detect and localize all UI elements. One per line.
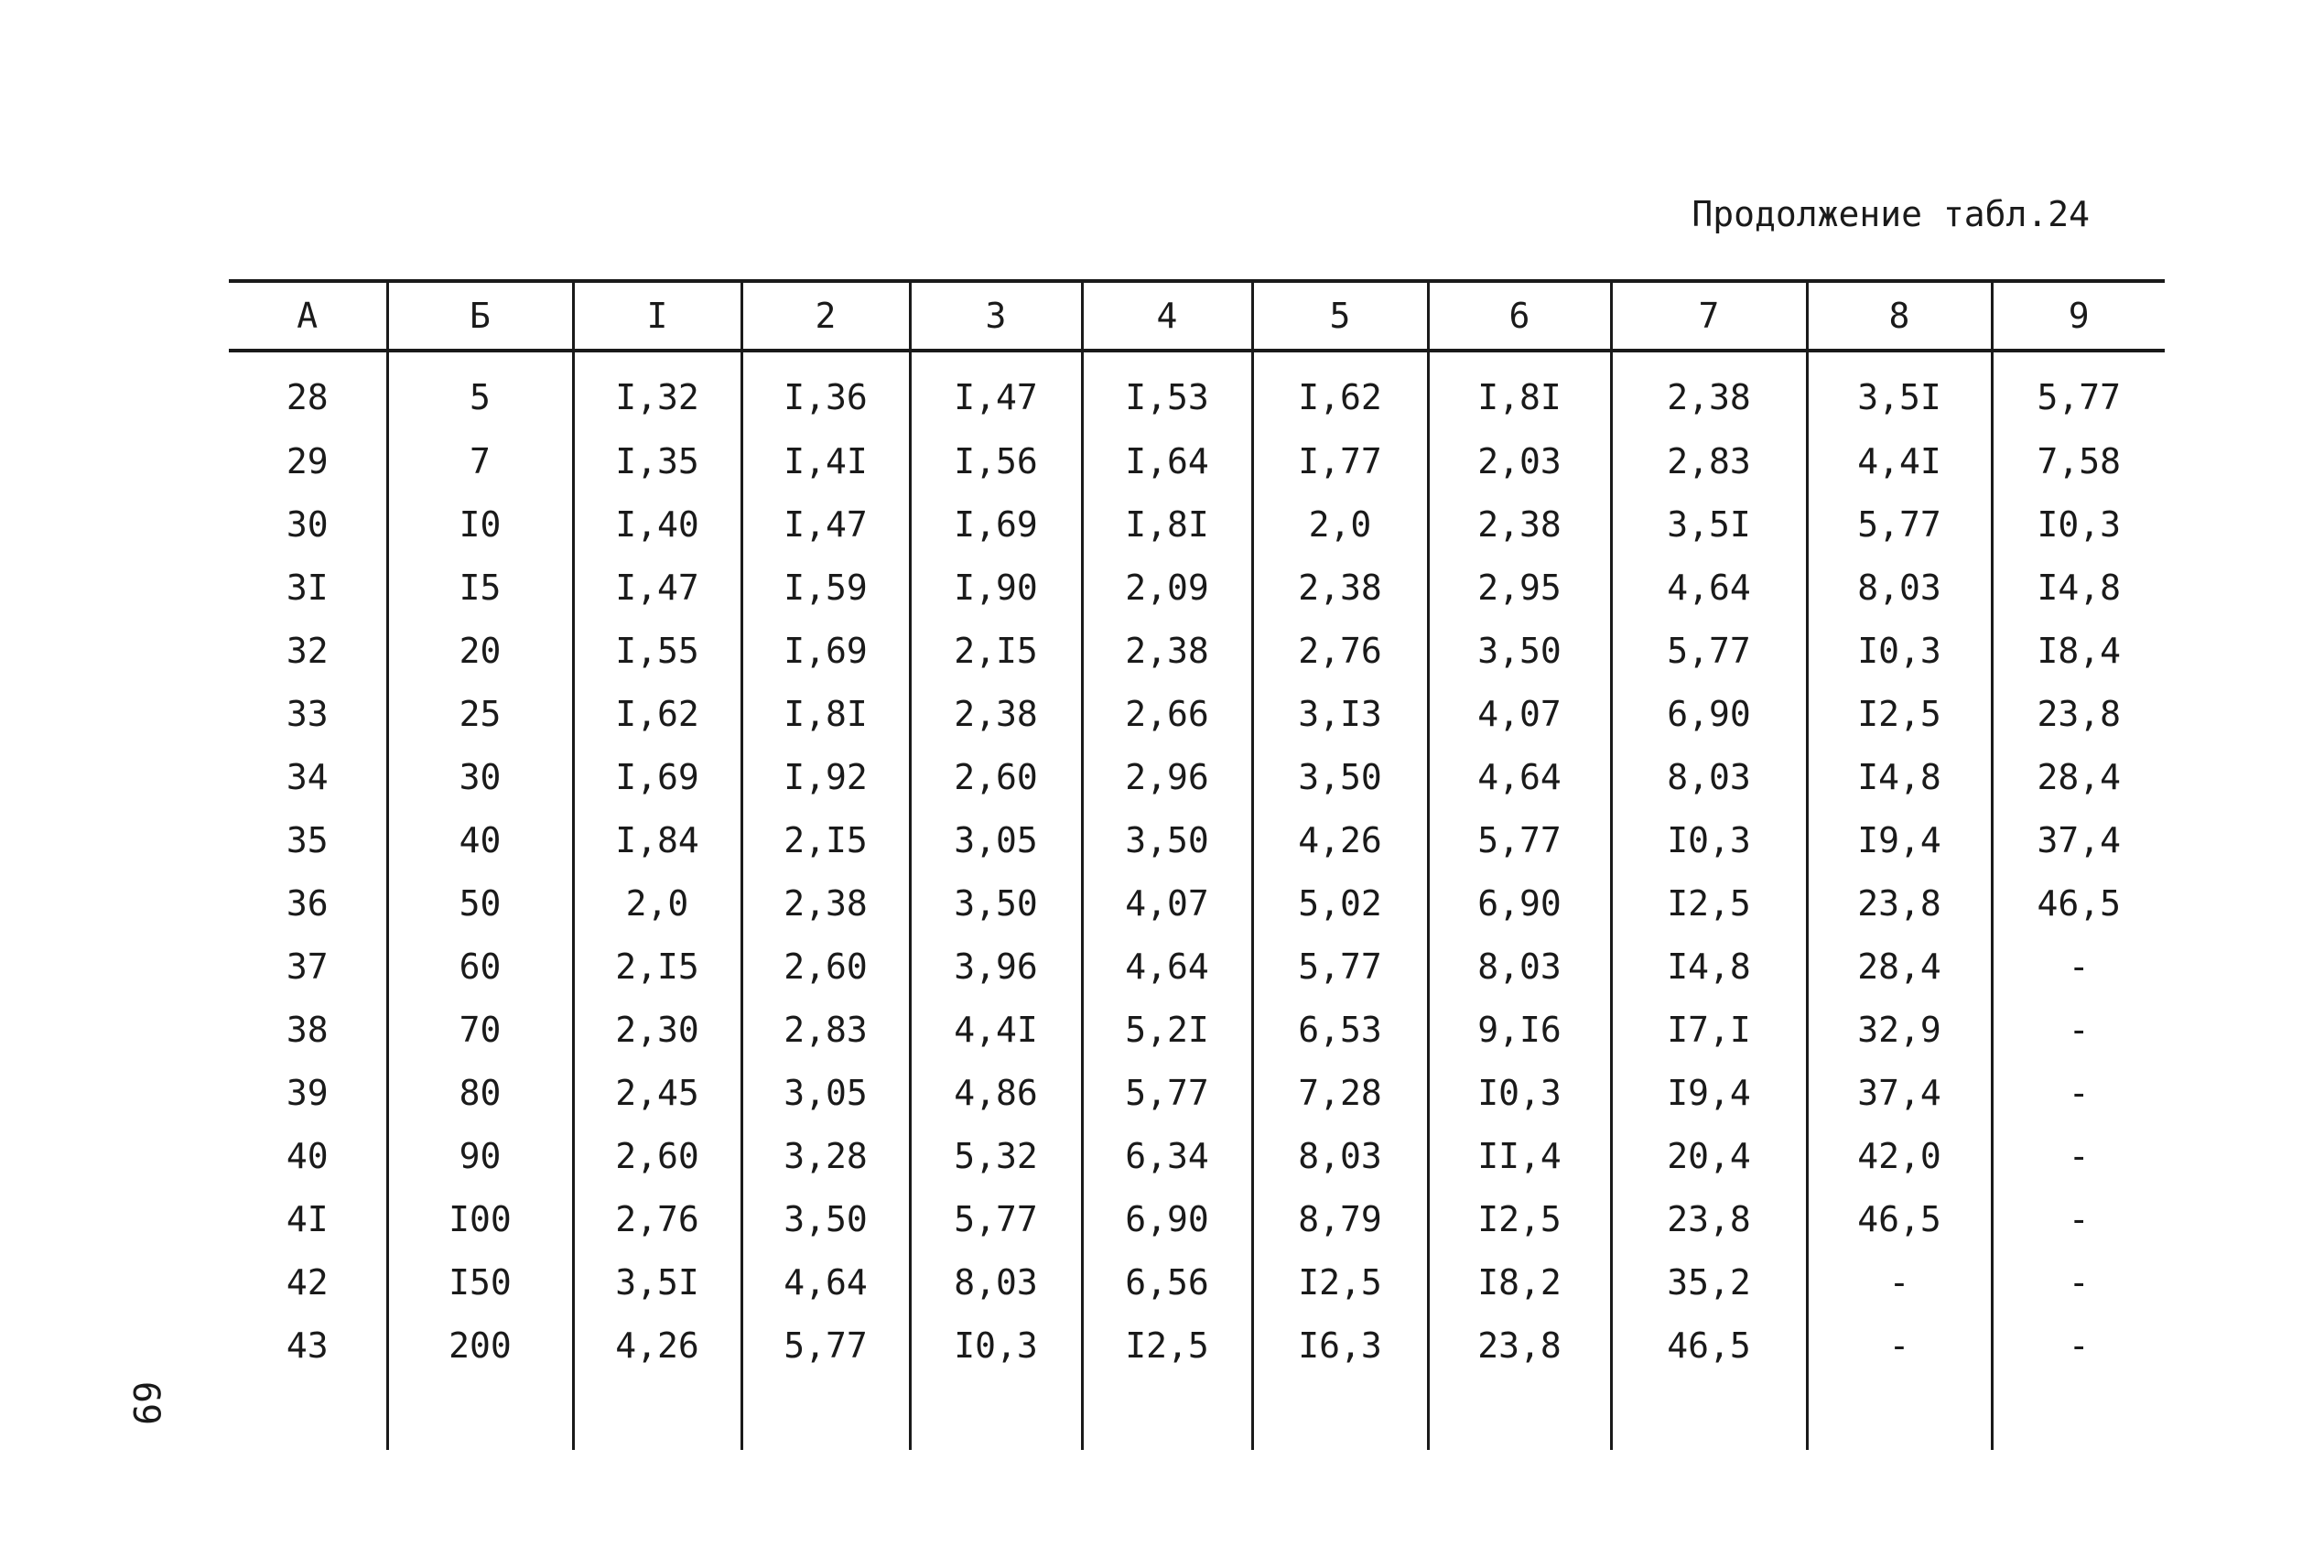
table-cell: 5,77: [1807, 492, 1992, 556]
table-cell: 2,0: [1252, 492, 1428, 556]
table-cell: 4,64: [741, 1250, 910, 1314]
table-row: [229, 1061, 2165, 1124]
table-cell: I2,5: [1428, 1187, 1611, 1250]
table-cell: I,77: [1252, 429, 1428, 492]
table-cell: 7,58: [1992, 429, 2165, 492]
table-cell: II,4: [1428, 1124, 1611, 1187]
table-cell: 2,I5: [741, 808, 910, 871]
table-cell: 2,38: [1428, 492, 1611, 556]
table-row: [229, 808, 2165, 871]
table-spacer-cell: [1428, 1377, 1611, 1450]
table-cell: 70: [387, 998, 573, 1061]
table-cell: 3,50: [741, 1187, 910, 1250]
table-cell: 2,0: [573, 871, 741, 935]
column-header: 5: [1252, 281, 1428, 351]
table-cell: I2,5: [1252, 1250, 1428, 1314]
table-cell: I9,4: [1807, 808, 1992, 871]
table-cell: 28,4: [1807, 935, 1992, 998]
table-cell: I,32: [573, 351, 741, 429]
table-cell: 37: [286, 946, 329, 987]
table-cell: 23,8: [1428, 1314, 1611, 1377]
table-cell: 8,03: [1611, 745, 1807, 808]
table-cell: 6,34: [1082, 1124, 1252, 1187]
table-cell: -: [1807, 1314, 1992, 1377]
table-cell: 42,0: [1807, 1124, 1992, 1187]
table-cell: 8,03: [1428, 935, 1611, 998]
table-cell: 23,8: [1807, 871, 1992, 935]
table-cell: 3,5I: [1611, 492, 1807, 556]
table-cell: 2,03: [1428, 429, 1611, 492]
table-cell: -: [1992, 1187, 2165, 1250]
table-cell: 8,03: [1252, 1124, 1428, 1187]
table-cell: 5,2I: [1082, 998, 1252, 1061]
table-cell: I,4I: [741, 429, 910, 492]
column-header: 6: [1428, 281, 1611, 351]
table-cell: 28: [286, 377, 329, 417]
table-cell: 3,05: [910, 808, 1082, 871]
table-cell: I0,3: [1992, 492, 2165, 556]
table-cell: I2,5: [1082, 1314, 1252, 1377]
table-cell: 37,4: [1807, 1061, 1992, 1124]
table-cell: 20: [387, 619, 573, 682]
table-row: [229, 1187, 2165, 1250]
table-row: [229, 1124, 2165, 1187]
table-cell: 2,60: [741, 935, 910, 998]
table-cell: I,8I: [1428, 351, 1611, 429]
table-cell: I7,I: [1611, 998, 1807, 1061]
table-spacer-cell: [573, 1377, 741, 1450]
table-cell: 4,07: [1082, 871, 1252, 935]
table-cell: 38: [286, 1009, 329, 1050]
table-cell: 4,26: [1252, 808, 1428, 871]
table-cell: 36: [286, 882, 329, 924]
table-row: [229, 351, 2165, 429]
table-cell: I,53: [1082, 351, 1252, 429]
column-header: 9: [1992, 281, 2165, 351]
column-header: 4: [1082, 281, 1252, 351]
table-cell: I5: [387, 556, 573, 619]
column-header: 2: [741, 281, 910, 351]
table-cell: I8,4: [1992, 619, 2165, 682]
table-cell: I,62: [573, 682, 741, 745]
table-spacer-cell: [387, 1377, 573, 1450]
table-row: [229, 556, 2165, 619]
table-cell: 2,I5: [573, 935, 741, 998]
table-cell: 4,64: [1428, 745, 1611, 808]
page-number: 69: [124, 1380, 168, 1426]
table-cell: 3,96: [910, 935, 1082, 998]
table-spacer-row: [229, 1377, 2165, 1450]
table-cell: 2,38: [1611, 351, 1807, 429]
table-cell: I0,3: [1428, 1061, 1611, 1124]
table-cell: I,62: [1252, 351, 1428, 429]
table-row: [229, 429, 2165, 492]
table-cell: 3,28: [741, 1124, 910, 1187]
table-cell: I,35: [573, 429, 741, 492]
table-cell: I00: [387, 1187, 573, 1250]
table-cell: 35,2: [1611, 1250, 1807, 1314]
table-cell: 2,60: [573, 1124, 741, 1187]
table-cell: I6,3: [1252, 1314, 1428, 1377]
table-cell: 2,66: [1082, 682, 1252, 745]
table-cell: I2,5: [1807, 682, 1992, 745]
table-cell: 7,28: [1252, 1061, 1428, 1124]
table-cell: -: [1992, 998, 2165, 1061]
table-cell: 200: [387, 1314, 573, 1377]
table-cell: I,69: [741, 619, 910, 682]
table-cell: 5,32: [910, 1124, 1082, 1187]
table-cell: 2,96: [1082, 745, 1252, 808]
table-cell: 37,4: [1992, 808, 2165, 871]
table-cell: 8,03: [1807, 556, 1992, 619]
table-cell: 2,I5: [910, 619, 1082, 682]
table-cell: I,36: [741, 351, 910, 429]
table-cell: 5,02: [1252, 871, 1428, 935]
table-cell: 9,I6: [1428, 998, 1611, 1061]
column-header: 7: [1611, 281, 1807, 351]
table-cell: 6,53: [1252, 998, 1428, 1061]
table-cell: 5,77: [1082, 1061, 1252, 1124]
table-cell: I4,8: [1611, 935, 1807, 998]
table-cell: -: [1807, 1250, 1992, 1314]
table-cell: 2,95: [1428, 556, 1611, 619]
table-cell: 32,9: [1807, 998, 1992, 1061]
table-cell: 39: [286, 1072, 329, 1113]
table-cell: I50: [387, 1250, 573, 1314]
table-cell: I,90: [910, 556, 1082, 619]
table-cell: 60: [387, 935, 573, 998]
table-cell: 4,64: [1611, 556, 1807, 619]
table-cell: -: [1992, 935, 2165, 998]
table-body: [229, 351, 2165, 1450]
data-table: [229, 279, 2165, 1450]
table-cell: I,59: [741, 556, 910, 619]
table-cell: 28,4: [1992, 745, 2165, 808]
table-cell: 2,30: [573, 998, 741, 1061]
table-cell: 2,38: [1252, 556, 1428, 619]
table-cell: 5,77: [1252, 935, 1428, 998]
table-cell: I,8I: [1082, 492, 1252, 556]
table-cell: I,69: [573, 745, 741, 808]
table-cell: 2,38: [741, 871, 910, 935]
table-cell: I9,4: [1611, 1061, 1807, 1124]
table-cell: 5: [387, 351, 573, 429]
table-cell: I,55: [573, 619, 741, 682]
table-cell: 23,8: [1992, 682, 2165, 745]
table-cell: 50: [387, 871, 573, 935]
table-cell: 5,77: [910, 1187, 1082, 1250]
table-cell: 33: [286, 693, 329, 734]
table-cell: 4,64: [1082, 935, 1252, 998]
table-cell: 6,90: [1428, 871, 1611, 935]
table-cell: 3,5I: [1807, 351, 1992, 429]
table-cell: -: [1992, 1250, 2165, 1314]
table-spacer-cell: [741, 1377, 910, 1450]
table-cell: 8,79: [1252, 1187, 1428, 1250]
table-cell: I4,8: [1807, 745, 1992, 808]
table-cell: I,8I: [741, 682, 910, 745]
table-cell: 4,26: [573, 1314, 741, 1377]
table-cell: I,47: [573, 556, 741, 619]
table-cell: 6,90: [1611, 682, 1807, 745]
table-cell: 30: [286, 503, 329, 545]
table-cell: I0: [387, 492, 573, 556]
table-cell: I,47: [910, 351, 1082, 429]
table-cell: 3,50: [1252, 745, 1428, 808]
table-cell: I,69: [910, 492, 1082, 556]
table-cell: I0,3: [1611, 808, 1807, 871]
table-cell: 43: [286, 1325, 329, 1366]
table-cell: 2,38: [910, 682, 1082, 745]
column-header: Б: [387, 281, 573, 351]
table-spacer-cell: [910, 1377, 1082, 1450]
table-cell: I2,5: [1611, 871, 1807, 935]
table-header: [229, 281, 2165, 351]
table-cell: I8,2: [1428, 1250, 1611, 1314]
table-cell: I,84: [573, 808, 741, 871]
table-cell: I0,3: [1807, 619, 1992, 682]
table-cell: 46,5: [1807, 1187, 1992, 1250]
table-cell: 5,77: [741, 1314, 910, 1377]
table-row: [229, 682, 2165, 745]
table-cell: 23,8: [1611, 1187, 1807, 1250]
table-cell: 3,50: [1428, 619, 1611, 682]
table-cell: 6,56: [1082, 1250, 1252, 1314]
table-cell: 2,76: [1252, 619, 1428, 682]
column-header: А: [229, 281, 387, 351]
table-cell: 2,60: [910, 745, 1082, 808]
table-cell: -: [1992, 1314, 2165, 1377]
table-cell: I,92: [741, 745, 910, 808]
table-row: [229, 998, 2165, 1061]
table-cell: I,40: [573, 492, 741, 556]
table-cell: 46,5: [1611, 1314, 1807, 1377]
table-row: [229, 871, 2165, 935]
table-spacer-cell: [1252, 1377, 1428, 1450]
table-spacer-cell: [1807, 1377, 1992, 1450]
table-cell: 8,03: [910, 1250, 1082, 1314]
table-cell: 5,77: [1611, 619, 1807, 682]
table-row: [229, 935, 2165, 998]
table-cell: 4I: [286, 1198, 329, 1239]
table-cell: I,64: [1082, 429, 1252, 492]
table-cell: I,47: [741, 492, 910, 556]
table-caption: Продолжение табл.24: [1692, 194, 2090, 234]
table-cell: 34: [286, 756, 329, 797]
table-cell: 4,07: [1428, 682, 1611, 745]
table-cell: 2,83: [741, 998, 910, 1061]
table-spacer-cell: [1082, 1377, 1252, 1450]
table-cell: 35: [286, 819, 329, 860]
table-cell: 4,4I: [910, 998, 1082, 1061]
table-cell: -: [1992, 1061, 2165, 1124]
table-cell: 3I: [286, 567, 329, 608]
table-row: [229, 1250, 2165, 1314]
table-spacer-cell: [229, 1377, 387, 1450]
table-cell: 20,4: [1611, 1124, 1807, 1187]
table-cell: 2,83: [1611, 429, 1807, 492]
table-cell: I0,3: [910, 1314, 1082, 1377]
table-cell: 30: [387, 745, 573, 808]
table-cell: 2,38: [1082, 619, 1252, 682]
table-cell: I,56: [910, 429, 1082, 492]
table-cell: 29: [286, 440, 329, 481]
table-cell: -: [1992, 1124, 2165, 1187]
table-row: [229, 619, 2165, 682]
table-cell: 2,45: [573, 1061, 741, 1124]
table-cell: 3,05: [741, 1061, 910, 1124]
table-cell: 46,5: [1992, 871, 2165, 935]
table-cell: I4,8: [1992, 556, 2165, 619]
table-cell: 3,50: [910, 871, 1082, 935]
data-table-container: [229, 279, 2165, 1414]
table-cell: 7: [387, 429, 573, 492]
table-row: [229, 492, 2165, 556]
table-cell: 2,76: [573, 1187, 741, 1250]
table-cell: 80: [387, 1061, 573, 1124]
table-cell: 5,77: [1992, 351, 2165, 429]
column-header: 3: [910, 281, 1082, 351]
column-header: I: [573, 281, 741, 351]
table-row: [229, 745, 2165, 808]
table-spacer-cell: [1992, 1377, 2165, 1450]
table-cell: 4,86: [910, 1061, 1082, 1124]
table-cell: 6,90: [1082, 1187, 1252, 1250]
table-cell: 3,5I: [573, 1250, 741, 1314]
column-header: 8: [1807, 281, 1992, 351]
table-cell: 3,I3: [1252, 682, 1428, 745]
table-cell: 40: [387, 808, 573, 871]
table-cell: 90: [387, 1124, 573, 1187]
table-cell: 3,50: [1082, 808, 1252, 871]
table-cell: 42: [286, 1261, 329, 1303]
table-cell: 25: [387, 682, 573, 745]
table-cell: 4,4I: [1807, 429, 1992, 492]
header-row: [229, 281, 2165, 351]
table-cell: 32: [286, 630, 329, 671]
table-cell: 2,09: [1082, 556, 1252, 619]
table-cell: 5,77: [1428, 808, 1611, 871]
table-spacer-cell: [1611, 1377, 1807, 1450]
table-row: [229, 1314, 2165, 1377]
table-cell: 40: [286, 1135, 329, 1176]
